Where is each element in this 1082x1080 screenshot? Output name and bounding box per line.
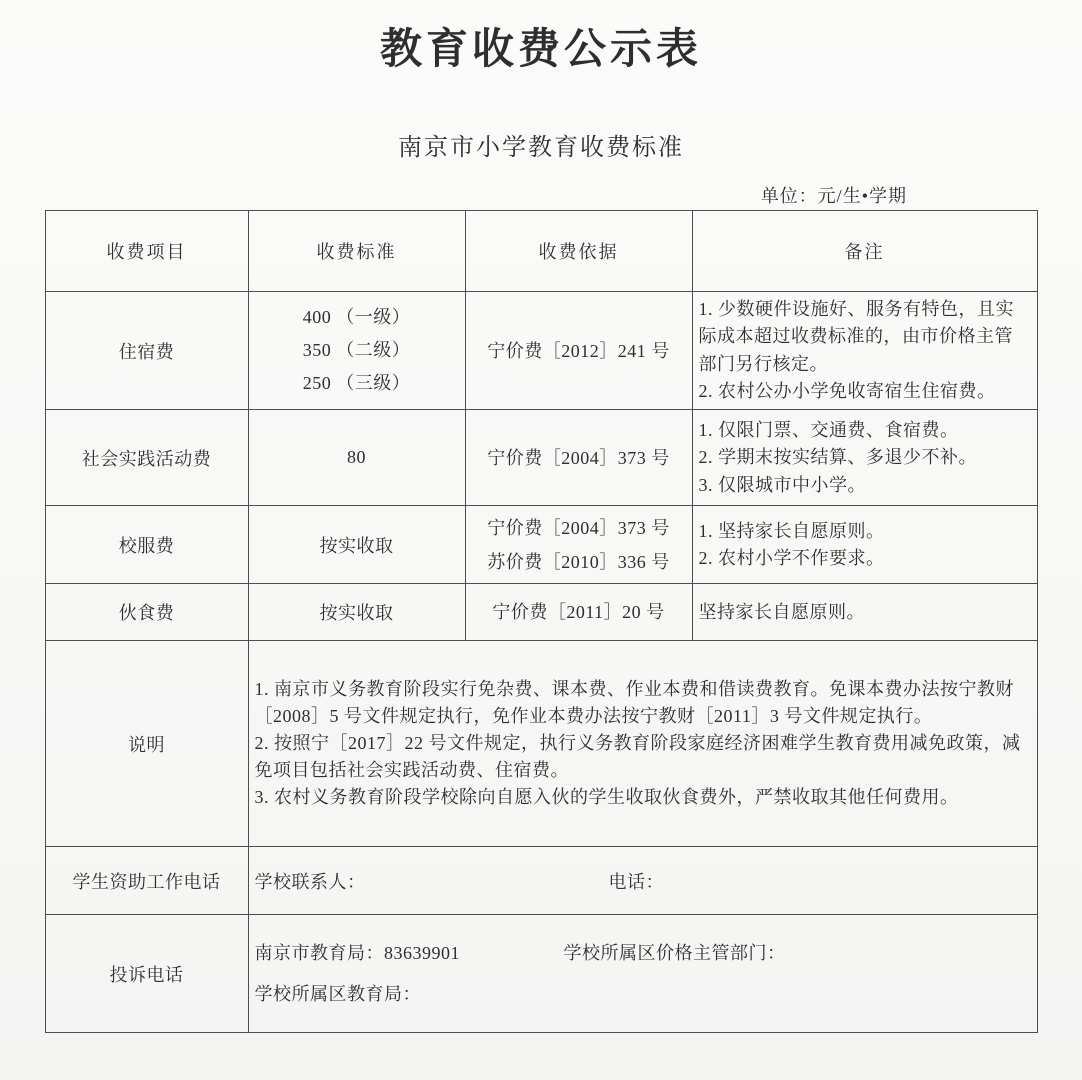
basis-line: 宁价费［2012］241 号 <box>487 340 670 361</box>
table-row-social-practice-fee <box>45 410 1037 506</box>
fee-basis-cell <box>465 584 692 641</box>
fee-basis-cell <box>465 292 692 410</box>
table-row-meal-fee <box>45 584 1037 641</box>
fee-notes-cell <box>692 584 1037 641</box>
explanation-paragraph: 1. 南京市义务教育阶段实行免杂费、课本费、作业本费和借读费教育。免课本费办法按宁教财［2008］5 号文件规定执行，免作业本费办法按宁教财［2011］3 号文件规定执行。 <box>254 679 1014 727</box>
phone-label: 电话： <box>608 871 664 892</box>
district-education-bureau-label: 学校所属区教育局： <box>254 983 421 1004</box>
explanation-paragraph: 2. 按照宁［2017］22 号文件规定，执行义务教育阶段家庭经济困难学生教育费用减免政策，减免项目包括社会实践活动费、住宿费。 <box>254 733 1021 781</box>
fee-standard-cell: 按实收取 <box>248 506 465 584</box>
header-cell-basis: 收费依据 <box>465 211 692 292</box>
header-cell-standard: 收费标准 <box>248 211 465 292</box>
table-header-row <box>45 211 1037 292</box>
table-row-explanation <box>45 641 1037 847</box>
fee-standard-cell: 按实收取 <box>248 584 465 641</box>
table-row-complaint-phone <box>45 915 1037 1033</box>
school-contact-label: 学校联系人： <box>254 871 366 892</box>
student-aid-contact-cell <box>248 847 1037 915</box>
note-line: 1. 仅限门票、交通费、食宿费。 <box>698 419 959 440</box>
note-line: 2. 农村小学不作要求。 <box>698 547 885 568</box>
fee-item-cell: 社会实践活动费 <box>45 410 248 506</box>
explanation-text-cell <box>248 641 1037 847</box>
fee-basis-cell <box>465 410 692 506</box>
complaint-line-district <box>255 974 1031 1015</box>
fee-standard-cell <box>248 292 465 410</box>
standard-line: 350 （二级） <box>302 340 411 361</box>
note-line: 坚持家长自愿原则。 <box>698 601 865 622</box>
fee-item-cell: 伙食费 <box>45 584 248 641</box>
basis-line: 宁价费［2004］373 号 <box>487 517 670 538</box>
basis-line: 宁价费［2004］373 号 <box>487 447 670 468</box>
page-title: 教育收费公示表 <box>379 27 702 73</box>
city-education-bureau-label: 南京市教育局： <box>254 942 384 963</box>
header-cell-notes: 备注 <box>692 211 1037 292</box>
fee-notes-cell <box>692 292 1037 410</box>
note-line: 1. 少数硬件设施好、服务有特色，且实际成本超过收费标准的，由市价格主管部门另行核定。 <box>698 299 1014 374</box>
fee-standard-cell: 80 <box>248 410 465 506</box>
standard-line: 250 （三级） <box>302 373 411 394</box>
explanation-label: 说明 <box>45 641 248 847</box>
note-line: 2. 农村公办小学免收寄宿生住宿费。 <box>698 381 996 402</box>
student-aid-label: 学生资助工作电话 <box>45 847 248 915</box>
complaint-line-city <box>255 933 1031 974</box>
note-line: 3. 仅限城市中小学。 <box>698 474 866 495</box>
note-line: 2. 学期末按实结算、多退少不补。 <box>698 447 977 468</box>
fee-notes-cell <box>692 410 1037 506</box>
fee-standard-lines <box>303 301 411 401</box>
district-price-department-label: 学校所属区价格主管部门： <box>563 942 786 963</box>
fee-item-cell: 住宿费 <box>45 292 248 410</box>
fee-item-cell: 校服费 <box>45 506 248 584</box>
city-education-bureau-phone: 83639901 <box>384 942 460 963</box>
fee-basis-cell <box>465 506 692 584</box>
note-line: 1. 坚持家长自愿原则。 <box>698 520 885 541</box>
fee-notes-cell <box>692 506 1037 584</box>
standard-line: 400 （一级） <box>302 306 411 327</box>
basis-line: 宁价费［2011］20 号 <box>492 602 665 623</box>
complaint-contact-cell <box>248 915 1037 1033</box>
header-cell-item: 收费项目 <box>45 211 248 292</box>
page-subtitle: 南京市小学教育收费标准 <box>398 135 684 161</box>
table-row-student-aid-phone <box>45 847 1037 915</box>
fee-table <box>45 210 1038 1033</box>
table-row-accommodation-fee <box>45 292 1037 410</box>
table-row-uniform-fee <box>45 506 1037 584</box>
unit-label: 单位：元/生•学期 <box>760 186 907 206</box>
explanation-paragraph: 3. 农村义务教育阶段学校除向自愿入伙的学生收取伙食费外，严禁收取其他任何费用。 <box>254 787 959 808</box>
complaint-label: 投诉电话 <box>45 915 248 1033</box>
basis-line: 苏价费［2010］336 号 <box>487 551 670 572</box>
city-bureau-group <box>255 933 564 974</box>
